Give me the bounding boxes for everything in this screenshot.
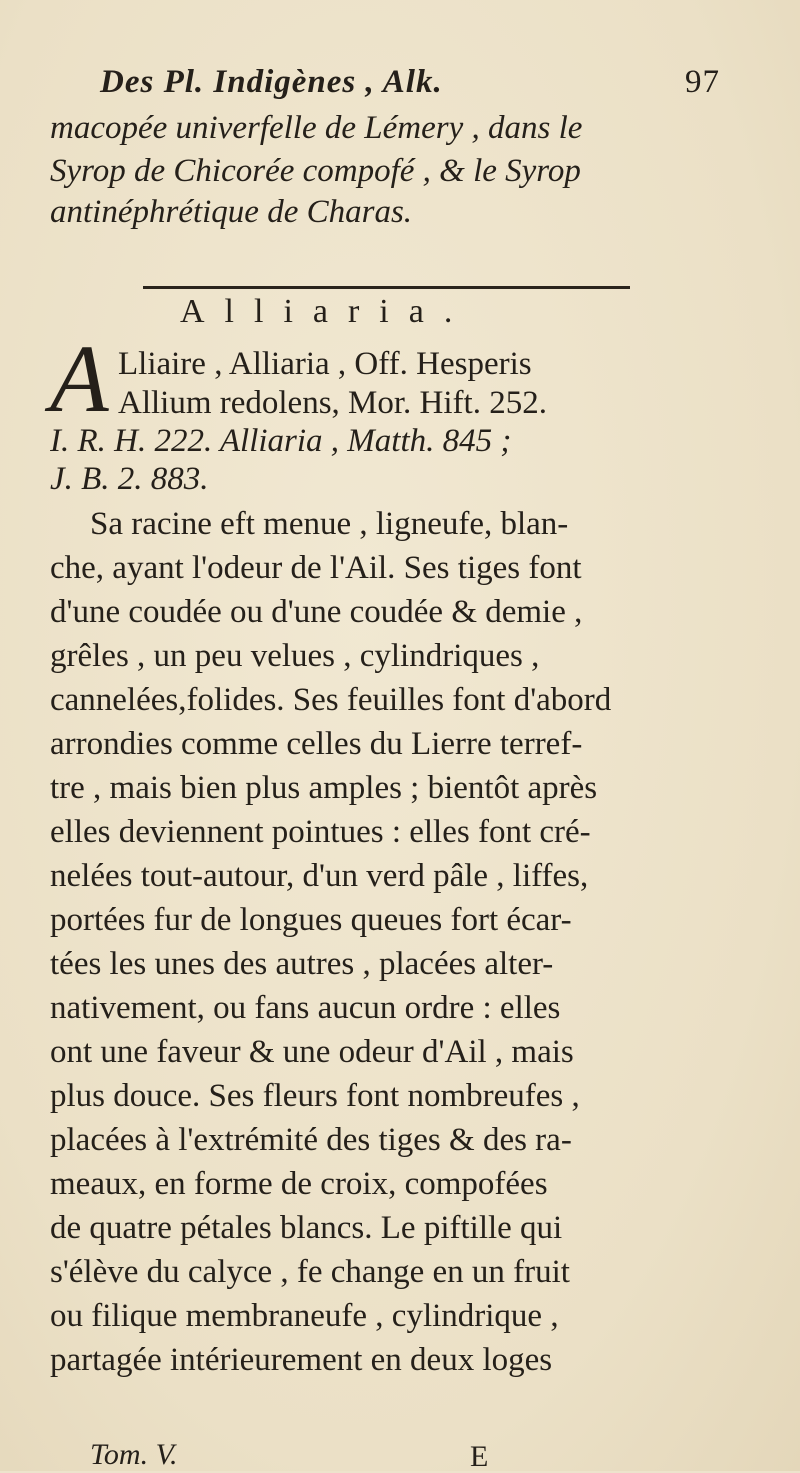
drop-cap: A: [50, 325, 109, 432]
section-divider: [143, 286, 630, 289]
description-line-4: grêles , un peu velues , cylindriques ,: [50, 638, 540, 674]
description-line-16: meaux, en forme de croix, compofées: [50, 1166, 548, 1202]
description-line-2: che, ayant l'odeur de l'Ail. Ses tiges font: [50, 550, 582, 586]
gathering-mark: E: [470, 1440, 489, 1473]
description-line-18: s'élève du calyce , fe change en un fruit: [50, 1254, 570, 1290]
synonymy-line-1: Lliaire , Alliaria , Off. Hesperis: [118, 346, 532, 382]
description-line-9: nelées tout-autour, d'un verd pâle , liffes,: [50, 858, 589, 894]
running-header: [100, 64, 720, 112]
description-line-3: d'une coudée ou d'une coudée & demie ,: [50, 594, 583, 630]
description-line-14: plus douce. Ses fleurs font nombreufes ,: [50, 1078, 580, 1114]
description-line-19: ou filique membraneufe , cylindrique ,: [50, 1298, 559, 1334]
continuation-line-1: macopée univerfelle de Lémery , dans le: [50, 110, 583, 146]
description-line-15: placées à l'extrémité des tiges & des ra-: [50, 1122, 572, 1158]
continuation-line-3: antinéphrétique de Charas.: [50, 194, 413, 230]
description-line-17: de quatre pétales blancs. Le piftille qui: [50, 1210, 563, 1246]
description-line-11: tées les unes des autres , placées alter-: [50, 946, 554, 982]
page-footer: [90, 1438, 730, 1473]
synonymy-line-3: I. R. H. 222. Alliaria , Matth. 845 ;: [50, 423, 512, 459]
continuation-line-2: Syrop de Chicorée compofé , & le Syrop: [50, 153, 581, 189]
synonymy-line-4: J. B. 2. 883.: [50, 461, 209, 497]
running-title: Des Pl. Indigènes , Alk.: [100, 64, 443, 100]
description-line-8: elles deviennent pointues : elles font cré-: [50, 814, 591, 850]
volume-signature: Tom. V.: [90, 1438, 178, 1471]
section-title: Alliaria.: [180, 293, 473, 330]
description-line-5: cannelées,folides. Ses feuilles font d'abord: [50, 682, 612, 718]
description-line-7: tre , mais bien plus amples ; bientôt après: [50, 770, 598, 806]
description-line-20: partagée intérieurement en deux loges: [50, 1342, 553, 1378]
synonymy-line-2: Allium redolens, Mor. Hift. 252.: [118, 385, 547, 421]
description-line-13: ont une faveur & une odeur d'Ail , mais: [50, 1034, 574, 1070]
description-line-12: nativement, ou fans aucun ordre : elles: [50, 990, 561, 1026]
description-line-10: portées fur de longues queues fort écar-: [50, 902, 572, 938]
page-number: 97: [685, 64, 720, 100]
description-line-1: Sa racine eft menue , ligneufe, blan-: [90, 506, 569, 542]
description-line-6: arrondies comme celles du Lierre terref-: [50, 726, 583, 762]
